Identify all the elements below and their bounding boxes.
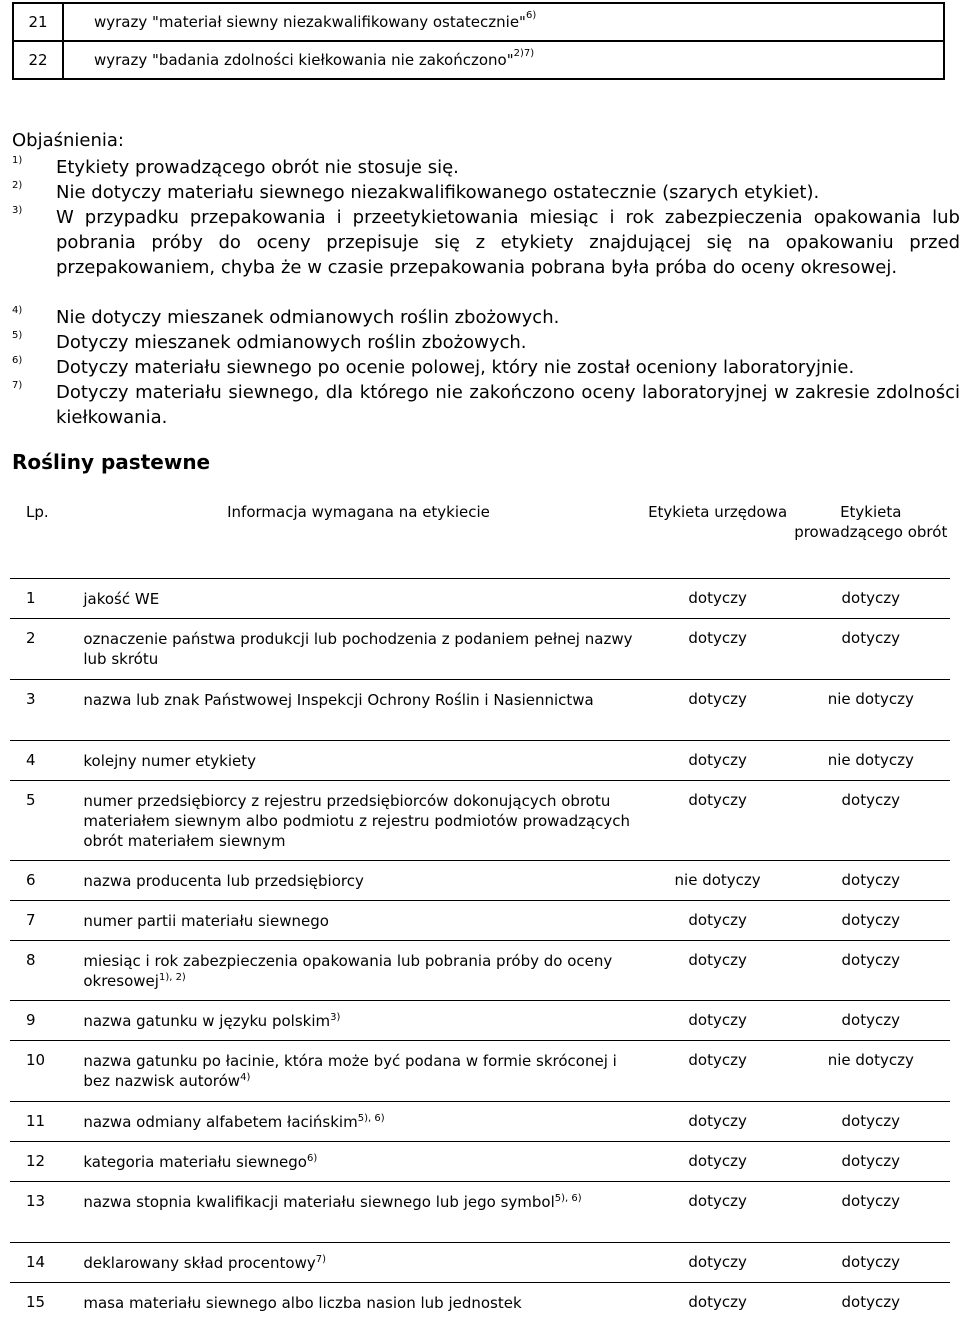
header-info: Informacja wymagana na etykiecie xyxy=(227,503,490,521)
table-row xyxy=(10,618,950,679)
note-mark: 4) xyxy=(12,305,23,316)
row-info xyxy=(73,679,643,740)
row-lp: 6 xyxy=(26,870,36,889)
note-text: Dotyczy materiału siewnego, dla którego nie zakończono oceny laboratoryjnej w zakresie zdolności kiełkowania. xyxy=(56,382,960,428)
table-row xyxy=(10,578,950,618)
note-text: Etykiety prowadzącego obrót nie stosuje się. xyxy=(56,157,459,178)
note-4 xyxy=(12,305,960,330)
row-lp: 12 xyxy=(26,1151,46,1170)
footnote-ref: 7) xyxy=(315,1253,327,1265)
footnote-ref: 5), 6) xyxy=(357,1112,385,1124)
labels-table xyxy=(10,492,950,1322)
row-info xyxy=(73,1181,643,1242)
note-text: Dotyczy materiału siewnego po ocenie polowej, który nie został oceniony laboratoryjnie. xyxy=(56,357,855,378)
table-row xyxy=(10,679,950,740)
table-row xyxy=(10,940,950,1000)
row-lp: 10 xyxy=(26,1050,46,1069)
row-info-text: numer przedsiębiorcy z rejestru przedsiębiorców dokonujących obrotu materiałem siewnym albo podmiotu z rejestru podmiotów prowadzących obrót materiałem siewnym xyxy=(83,791,631,850)
row-info-text: nazwa gatunku po łacinie, która może być podana w formie skróconej i bez nazwisk autorów xyxy=(83,1051,617,1090)
row-provider: dotyczy xyxy=(841,628,900,647)
note-mark: 3) xyxy=(12,205,23,216)
row-lp: 13 xyxy=(26,1191,46,1210)
table-row xyxy=(10,900,950,940)
row-official: dotyczy xyxy=(688,790,747,809)
header-provider-label: Etykieta prowadzącego obrót xyxy=(794,503,948,541)
row-info-text: masa materiału siewnego albo liczba nasion lub jednostek xyxy=(83,1293,522,1312)
note-7 xyxy=(12,380,960,430)
row-info xyxy=(73,1141,643,1181)
table-row xyxy=(10,1101,950,1141)
header-lp: Lp. xyxy=(26,503,49,521)
row-provider: dotyczy xyxy=(841,1252,900,1271)
row-text xyxy=(63,3,944,41)
row-number: 22 xyxy=(13,41,63,79)
row-lp: 14 xyxy=(26,1252,46,1271)
row-lp: 4 xyxy=(26,750,36,769)
row-lp: 1 xyxy=(26,588,36,607)
row-official: dotyczy xyxy=(688,950,747,969)
row-official: dotyczy xyxy=(688,1111,747,1130)
row-info xyxy=(73,940,643,1000)
table-row xyxy=(10,860,950,900)
table-row xyxy=(10,1282,950,1322)
row-official: dotyczy xyxy=(688,1191,747,1210)
row-info xyxy=(73,860,643,900)
row-provider: nie dotyczy xyxy=(827,750,914,769)
row-provider: dotyczy xyxy=(841,588,900,607)
row-lp: 9 xyxy=(26,1010,36,1029)
row-text-content: wyrazy "materiał siewny niezakwalifikowany ostatecznie" xyxy=(94,13,526,31)
row-official: dotyczy xyxy=(688,910,747,929)
table-row xyxy=(10,740,950,780)
table-row xyxy=(13,3,944,41)
note-5 xyxy=(12,330,960,355)
table-row xyxy=(10,1040,950,1101)
row-provider: nie dotyczy xyxy=(827,689,914,708)
row-lp: 8 xyxy=(26,950,36,969)
footnote-ref: 6) xyxy=(525,10,537,21)
row-official: nie dotyczy xyxy=(674,870,761,889)
table-row xyxy=(10,1242,950,1282)
table-row xyxy=(13,41,944,79)
row-info-text: miesiąc i rok zabezpieczenia opakowania lub pobrania próby do oceny okresowej xyxy=(83,951,613,990)
row-official: dotyczy xyxy=(688,1151,747,1170)
row-provider: dotyczy xyxy=(841,870,900,889)
row-provider: dotyczy xyxy=(841,950,900,969)
note-mark: 1) xyxy=(12,155,23,166)
footnote-ref: 4) xyxy=(240,1071,251,1083)
row-info-text: deklarowany skład procentowy xyxy=(83,1253,316,1272)
row-lp: 3 xyxy=(26,689,36,708)
row-provider: dotyczy xyxy=(841,1010,900,1029)
note-text: W przypadku przepakowania i przeetykietowania miesiąc i rok zabezpieczenia opakowania lub pobrania próby do oceny przepisuje się z etykiety znajdującej się na opakowaniu przed przepakowaniem, chyba że w czasie przepakowania pobrana była próba do oceny okresowej. xyxy=(56,207,960,278)
row-info xyxy=(73,1040,643,1101)
row-official: dotyczy xyxy=(688,750,747,769)
notes-title: Objaśnienia: xyxy=(12,130,124,151)
note-mark: 5) xyxy=(12,330,23,341)
row-provider: nie dotyczy xyxy=(827,1050,914,1069)
row-info xyxy=(73,618,643,679)
row-info xyxy=(73,900,643,940)
row-info-text: kolejny numer etykiety xyxy=(83,751,257,770)
footnote-ref: 5), 6) xyxy=(554,1192,582,1204)
row-text xyxy=(63,41,944,79)
row-info xyxy=(73,1242,643,1282)
row-provider: dotyczy xyxy=(841,910,900,929)
footnote-ref: 2)7) xyxy=(513,48,535,59)
row-provider: dotyczy xyxy=(841,1191,900,1210)
row-info-text: nazwa gatunku w języku polskim xyxy=(83,1011,331,1030)
row-info xyxy=(73,1000,643,1040)
note-2 xyxy=(12,180,960,205)
note-mark: 7) xyxy=(12,380,23,391)
row-lp: 5 xyxy=(26,790,36,809)
row-info-text: kategoria materiału siewnego xyxy=(83,1152,307,1171)
note-mark: 6) xyxy=(12,355,23,366)
footnote-ref: 1), 2) xyxy=(158,971,186,983)
note-6 xyxy=(12,355,960,380)
row-info xyxy=(73,578,643,618)
top-table xyxy=(12,2,945,80)
note-mark: 2) xyxy=(12,180,23,191)
note-text: Nie dotyczy materiału siewnego niezakwalifikowanego ostatecznie (szarych etykiet). xyxy=(56,182,820,203)
row-lp: 2 xyxy=(26,628,36,647)
row-info-text: nazwa producenta lub przedsiębiorcy xyxy=(83,871,364,890)
row-info-text: nazwa odmiany alfabetem łacińskim xyxy=(83,1112,358,1131)
table-row xyxy=(10,780,950,860)
section-title: Rośliny pastewne xyxy=(12,450,211,474)
row-info-text: oznaczenie państwa produkcji lub pochodzenia z podaniem pełnej nazwy lub skrótu xyxy=(83,629,633,668)
row-text-content: wyrazy "badania zdolności kiełkowania nie zakończono" xyxy=(94,51,514,69)
row-info xyxy=(73,1101,643,1141)
table-row xyxy=(10,1000,950,1040)
row-info xyxy=(73,780,643,860)
note-1 xyxy=(12,155,960,180)
row-provider: dotyczy xyxy=(841,1292,900,1311)
row-info xyxy=(73,740,643,780)
row-official: dotyczy xyxy=(688,588,747,607)
row-official: dotyczy xyxy=(688,1050,747,1069)
row-lp: 7 xyxy=(26,910,36,929)
note-text: Dotyczy mieszanek odmianowych roślin zbożowych. xyxy=(56,332,527,353)
row-lp: 11 xyxy=(26,1111,46,1130)
footnote-ref: 6) xyxy=(306,1152,318,1164)
row-lp: 15 xyxy=(26,1292,46,1311)
row-official: dotyczy xyxy=(688,689,747,708)
table-header-row xyxy=(10,492,950,578)
note-text: Nie dotyczy mieszanek odmianowych roślin zbożowych. xyxy=(56,307,560,328)
row-official: dotyczy xyxy=(688,1010,747,1029)
table-row xyxy=(10,1181,950,1242)
footnote-ref: 3) xyxy=(330,1011,341,1023)
row-provider: dotyczy xyxy=(841,1111,900,1130)
row-official: dotyczy xyxy=(688,1292,747,1311)
row-info-text: nazwa stopnia kwalifikacji materiału siewnego lub jego symbol xyxy=(83,1192,555,1211)
row-official: dotyczy xyxy=(688,628,747,647)
row-info-text: nazwa lub znak Państwowej Inspekcji Ochrony Roślin i Nasiennictwa xyxy=(83,690,594,709)
row-provider: dotyczy xyxy=(841,1151,900,1170)
note-3 xyxy=(12,205,960,305)
table-row xyxy=(10,1141,950,1181)
row-info-text: jakość WE xyxy=(83,589,160,608)
row-provider: dotyczy xyxy=(841,790,900,809)
row-number: 21 xyxy=(13,3,63,41)
row-info-text: numer partii materiału siewnego xyxy=(83,911,329,930)
header-official-label: Etykieta urzędowa xyxy=(648,503,788,521)
row-info xyxy=(73,1282,643,1322)
row-official: dotyczy xyxy=(688,1252,747,1271)
